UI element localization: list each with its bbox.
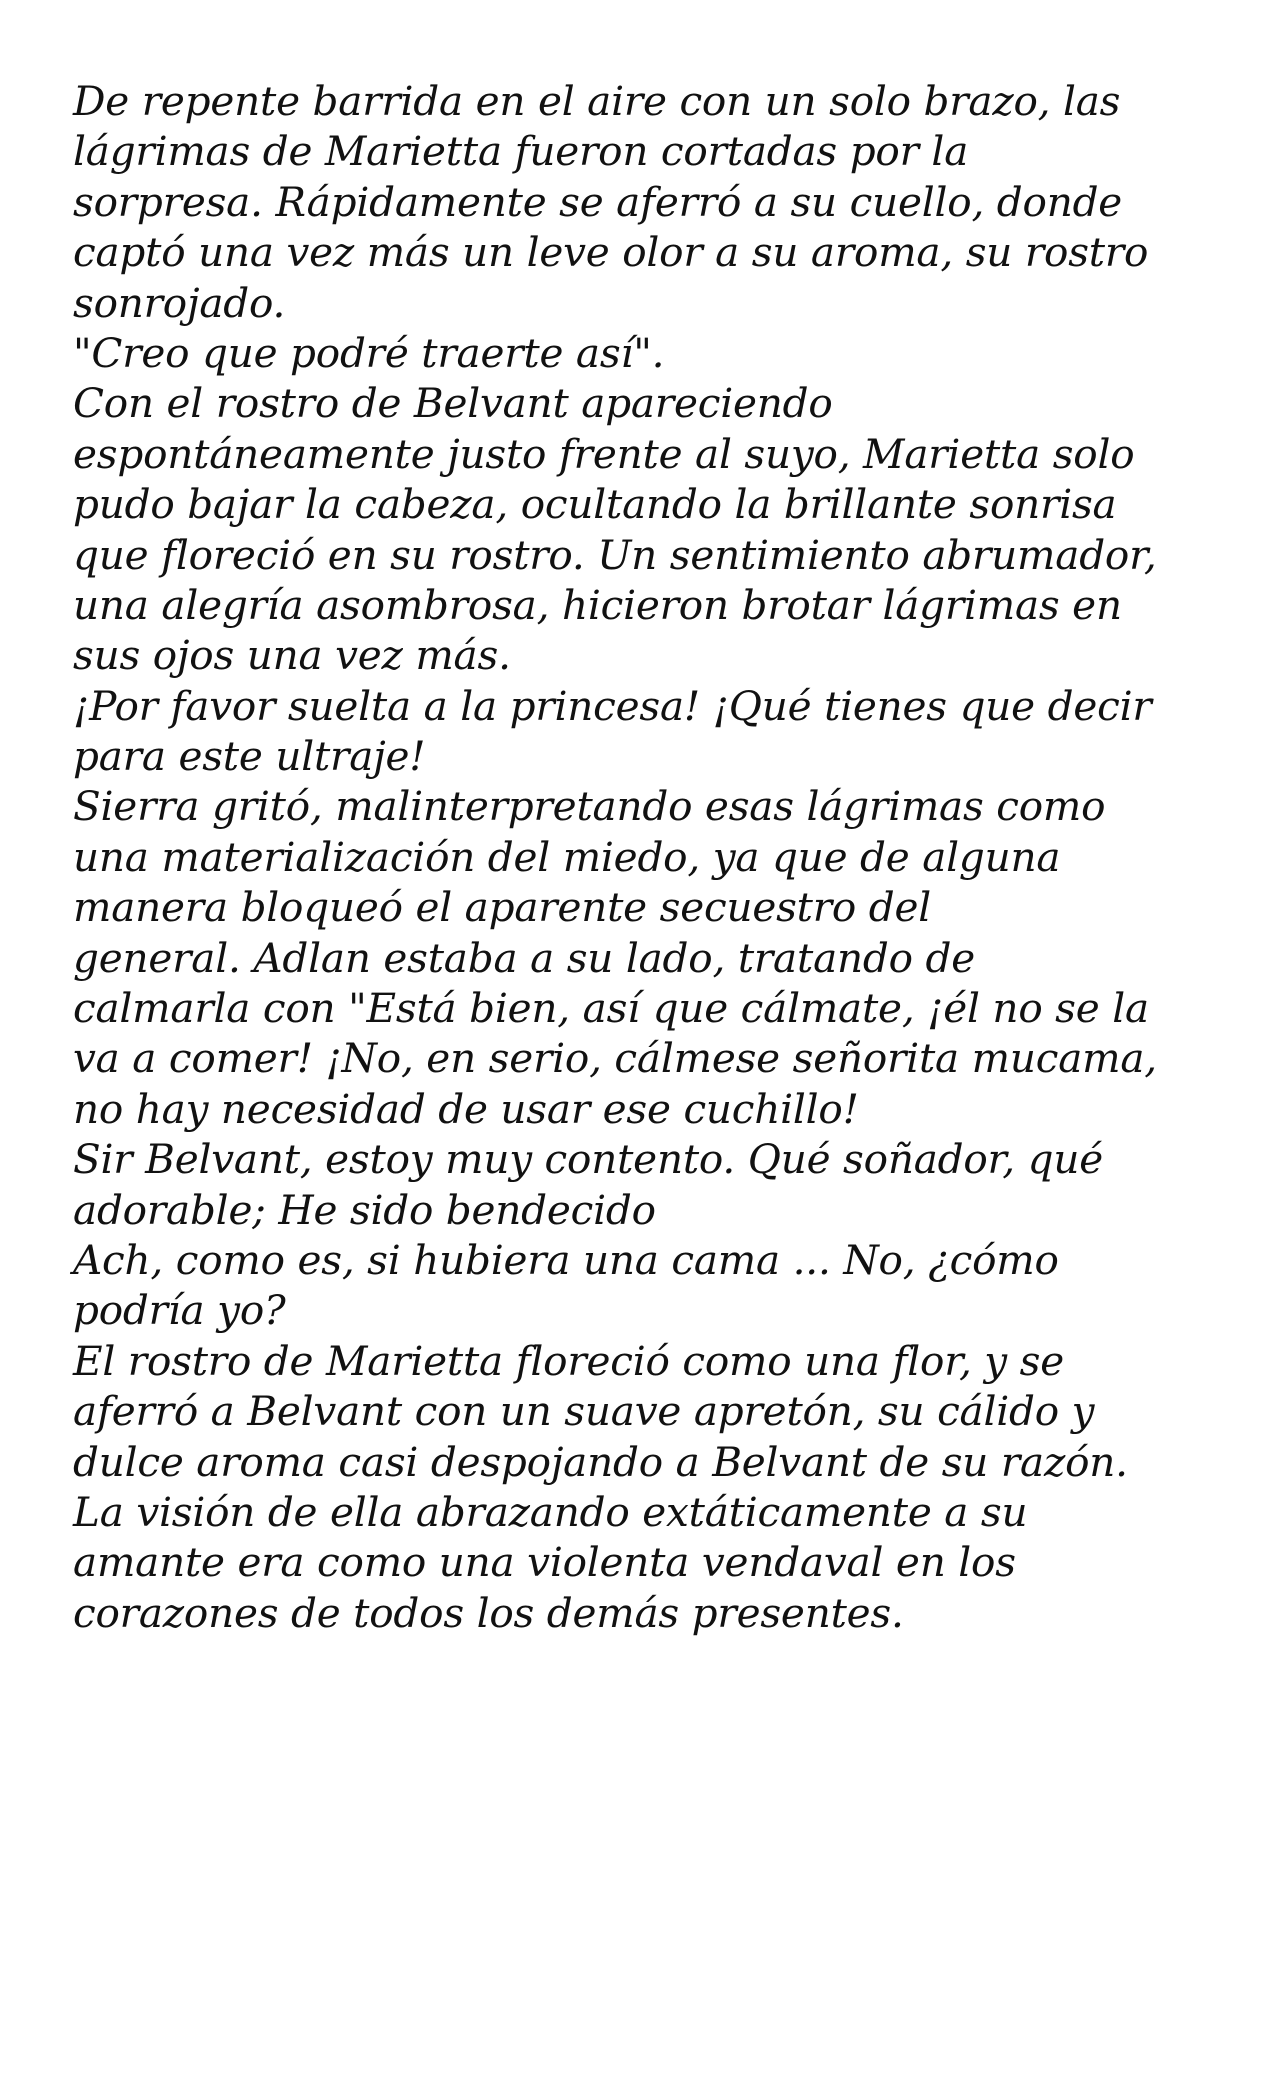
text-line: va a comer! ¡No, en serio, cálmese señorita mucama,	[73, 1034, 1157, 1083]
text-line: no hay necesidad de usar ese cuchillo!	[73, 1084, 859, 1133]
text-line: que floreció en su rostro. Un sentimiento abrumador,	[73, 530, 1157, 579]
text-line: manera bloqueó el aparente secuestro del	[73, 883, 932, 932]
text-line: Sir Belvant, estoy muy contento. Qué soñador, qué	[73, 1135, 1103, 1184]
text-line: para este ultraje!	[73, 732, 426, 781]
text-line: "Creo que podré traerte así".	[73, 328, 665, 377]
text-line: podría yo?	[73, 1286, 286, 1335]
text-line: pudo bajar la cabeza, ocultando la brillante sonrisa	[73, 480, 1117, 529]
body-text	[73, 76, 1215, 1638]
text-line: una materialización del miedo, ya que de alguna	[73, 832, 1061, 881]
text-line: amante era como una violenta vendaval en los	[73, 1538, 1016, 1587]
text-line: corazones de todos los demás presentes.	[73, 1588, 904, 1637]
text-line: Con el rostro de Belvant apareciendo	[73, 379, 833, 428]
text-line: sorpresa. Rápidamente se aferró a su cuello, donde	[73, 177, 1123, 226]
text-line: aferró a Belvant con un suave apretón, su cálido y	[73, 1387, 1095, 1436]
text-line: Ach, como es, si hubiera una cama ... No, ¿cómo	[73, 1235, 1059, 1284]
text-line: El rostro de Marietta floreció como una flor, y se	[73, 1336, 1064, 1385]
text-line: general. Adlan estaba a su lado, tratando de	[73, 933, 975, 982]
text-line: sus ojos una vez más.	[73, 631, 511, 680]
text-line: calmarla con "Está bien, así que cálmate, ¡él no se la	[73, 984, 1149, 1033]
text-line: Sierra gritó, malinterpretando esas lágrimas como	[73, 782, 1106, 831]
text-line: La visión de ella abrazando extáticamente a su	[73, 1487, 1028, 1536]
text-line: captó una vez más un leve olor a su aroma, su rostro	[73, 228, 1149, 277]
text-line: lágrimas de Marietta fueron cortadas por la	[73, 127, 969, 176]
text-line: adorable; He sido bendecido	[73, 1185, 656, 1234]
text-line: espontáneamente justo frente al suyo, Marietta solo	[73, 429, 1135, 478]
text-line: De repente barrida en el aire con un solo brazo, las	[73, 77, 1121, 125]
text-line: dulce aroma casi despojando a Belvant de su razón.	[73, 1437, 1128, 1486]
text-line: ¡Por favor suelta a la princesa! ¡Qué tienes que decir	[73, 681, 1152, 730]
text-line: sonrojado.	[73, 278, 286, 327]
text-line: una alegría asombrosa, hicieron brotar lágrimas en	[73, 580, 1122, 629]
